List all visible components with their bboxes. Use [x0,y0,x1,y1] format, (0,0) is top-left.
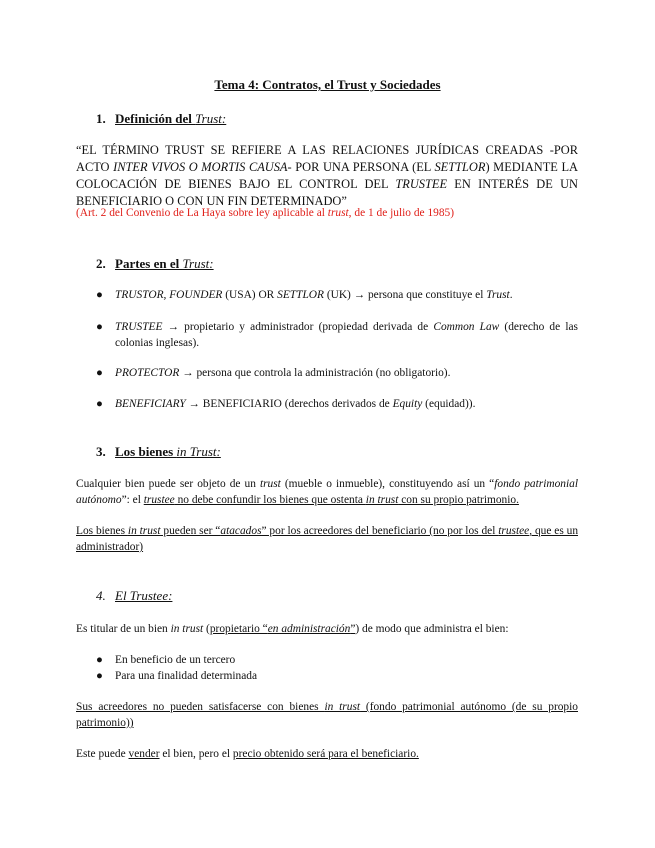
section-title-italic: Trust: [195,111,227,126]
bullet-icon: ● [96,670,103,682]
list-item: ● TRUSTEE → propietario y administrador (propiedad derivada de Common Law (derecho de las colonias inglesas). [96,321,578,349]
bullet-icon: ● [96,654,103,666]
list-item: ● Para una finalidad determinada [96,670,258,682]
paragraph: Los bienes in trust pueden ser “atacados” por los acreedores del beneficiario (no por los del trustee, que es un administrador) [76,525,579,553]
legal-reference: (Art. 2 del Convenio de La Haya sobre ley aplicable al trust, de 1 de julio de 1985) [76,207,455,219]
section-number: 4. [96,588,106,603]
section-title-italic: in Trust: [176,444,221,459]
section-number: 1. [96,111,106,126]
bullet-icon: ● [96,398,103,410]
section-number: 2. [96,256,106,271]
list-item: ● BENEFICIARY → BENEFICIARIO (derechos derivados de Equity (equidad)). [96,398,476,410]
section-number: 3. [96,444,106,459]
document-title: Tema 4: Contratos, el Trust y Sociedades [214,77,441,92]
section-title: Partes en el [115,256,183,271]
section-title: El Trustee: [115,588,173,603]
section-1-heading [96,111,226,127]
list-item: ● TRUSTOR, FOUNDER (USA) OR SETTLOR (UK) → persona que constituye el Trust. [96,289,513,301]
list-item: ● PROTECTOR → persona que controla la administración (no obligatorio). [96,367,451,379]
section-3-heading [96,444,221,460]
paragraph: Cualquier bien puede ser objeto de un trust (mueble o inmueble), constituyendo así un “fondo patrimonial autónomo”: el trustee no debe confundir los bienes que ostenta in trust con su propio patrimonio. [76,478,579,506]
paragraph: Este puede vender el bien, pero el precio obtenido será para el beneficiario. [76,748,419,760]
paragraph: Es titular de un bien in trust (propietario “en administración”) de modo que administra el bien: [76,623,509,635]
section-2-heading [96,256,214,272]
trust-definition-quote: “EL TÉRMINO TRUST SE REFIERE A LAS RELACIONES JURÍDICAS CREADAS -POR ACTO INTER VIVOS O MORTIS CAUSA- POR UNA PERSONA (EL SETTLOR) MEDIANTE LA COLOCACIÓN DE BIENES BAJO EL CONTROL DEL TRUSTEE EN INTERÉS DE UN BENEFICIARIO O CON UN FIN DETERMINADO” [76,143,578,208]
list-item: ● En beneficio de un tercero [96,654,236,666]
paragraph: Sus acreedores no pueden satisfacerse con bienes in trust (fondo patrimonial autónomo (de su propio patrimonio)) [76,701,578,729]
section-title: Los bienes [115,444,177,459]
section-title-italic: Trust: [182,256,214,271]
bullet-icon: ● [96,289,103,301]
bullet-icon: ● [96,321,103,333]
section-title: Definición del [115,111,196,126]
section-4-heading [96,588,172,604]
bullet-icon: ● [96,367,103,379]
